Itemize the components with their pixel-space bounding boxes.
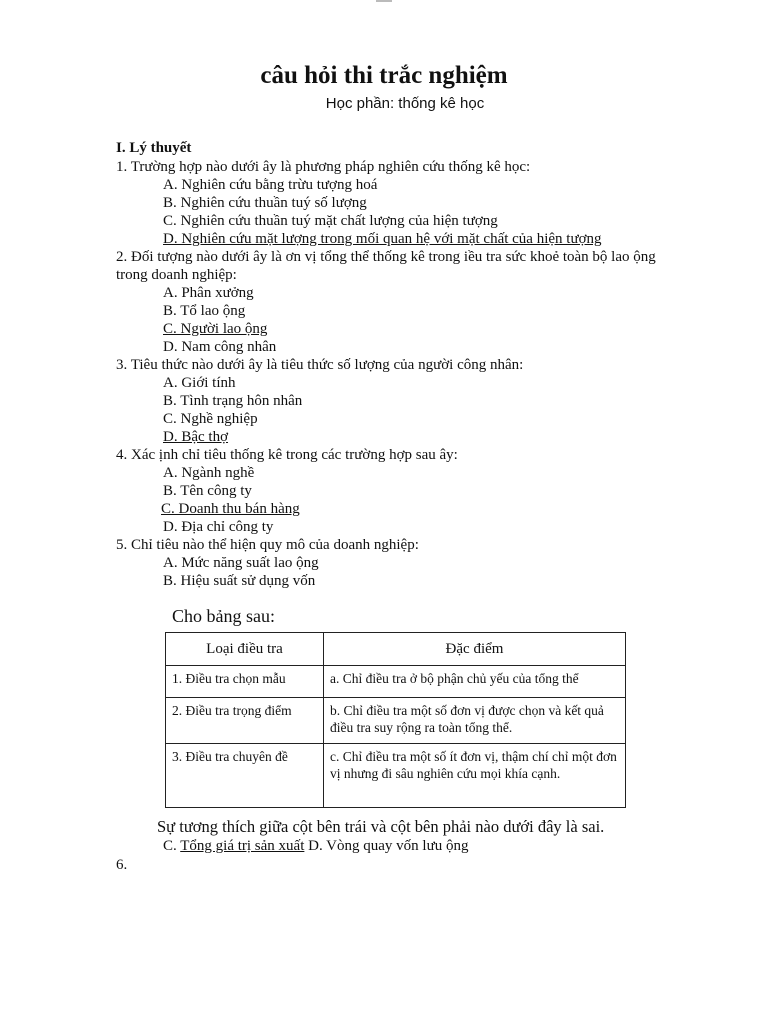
q1-option-c: C. Nghiên cứu thuần tuý mặt chất lượng của hiện tượng: [163, 213, 498, 229]
table-cell: 3. Điều tra chuyên đề: [166, 744, 324, 808]
q2-option-a: A. Phân xưởng: [163, 285, 254, 301]
question-6-number: 6.: [116, 857, 128, 873]
page-top-mark: [376, 0, 392, 2]
table-cell: 2. Điều tra trọng điểm: [166, 698, 324, 744]
question-4: 4. Xác ịnh chỉ tiêu thống kê trong các trường hợp sau ây:: [116, 447, 458, 463]
q1-option-a: A. Nghiên cứu bằng trừu tượng hoá: [163, 177, 378, 193]
q5-options-cd: [163, 838, 468, 855]
table-cell: c. Chỉ điều tra một số ít đơn vị, thậm chí chỉ một đơn vị nhưng đi sâu nghiên cứu mọi khía cạnh.: [324, 744, 626, 808]
q5-option-a: A. Mức năng suất lao ộng: [163, 555, 319, 571]
table-row: [166, 744, 626, 808]
page-title: câu hỏi thi trắc nghiệm: [260, 62, 508, 89]
table-cell: a. Chỉ điều tra ở bộ phận chủ yếu của tổng thể: [324, 666, 626, 698]
table-cell: b. Chỉ điều tra một số đơn vị được chọn và kết quả điều tra suy rộng ra toàn tổng thể.: [324, 698, 626, 744]
q5-option-d: D. Vòng quay vốn lưu ộng: [304, 838, 469, 854]
q4-option-a: A. Ngành nghề: [163, 465, 255, 481]
question-2-line-1: 2. Đối tượng nào dưới ây là ơn vị tổng thể thống kê trong iều tra sức khoẻ toàn bộ lao ộng: [116, 249, 656, 265]
page-subtitle: Học phần: thống kê học: [325, 95, 485, 112]
q5-option-c-prefix: C.: [163, 838, 181, 854]
q3-option-c: C. Nghề nghiệp: [163, 411, 258, 427]
table-header-type: Loại điều tra: [166, 633, 324, 666]
question-3: 3. Tiêu thức nào dưới ây là tiêu thức số lượng của người công nhân:: [116, 357, 524, 373]
q4-option-c-answer: C. Doanh thu bán hàng: [161, 501, 300, 517]
q5-option-c-answer: Tổng giá trị sản xuất: [180, 838, 305, 854]
table-row: [166, 666, 626, 698]
question-5: 5. Chỉ tiêu nào thể hiện quy mô của doanh nghiệp:: [116, 537, 419, 553]
table-note: Cho bảng sau:: [172, 606, 275, 626]
q3-option-b: B. Tình trạng hôn nhân: [163, 393, 303, 409]
q4-option-d: D. Địa chỉ công ty: [163, 519, 274, 535]
q1-option-b: B. Nghiên cứu thuần tuý số lượng: [163, 195, 367, 211]
question-2-line-2: trong doanh nghiệp:: [116, 267, 237, 283]
table-cell: 1. Điều tra chọn mẫu: [166, 666, 324, 698]
table-row: [166, 698, 626, 744]
q4-option-b: B. Tên công ty: [163, 483, 252, 499]
question-1: 1. Trường hợp nào dưới ây là phương pháp nghiên cứu thống kê học:: [116, 159, 531, 175]
q2-option-c-answer: C. Người lao ộng: [163, 321, 268, 337]
q5-option-b: B. Hiệu suất sử dụng vốn: [163, 573, 316, 589]
table-header-feature: Đặc điểm: [324, 633, 626, 666]
q2-option-b: B. Tổ lao ộng: [163, 303, 246, 319]
q1-option-d-answer: D. Nghiên cứu mặt lượng trong mối quan hệ với mặt chất của hiện tượng: [163, 231, 602, 247]
survey-type-table: [165, 632, 626, 808]
q3-option-d-answer: D. Bậc thợ: [163, 429, 229, 445]
q2-option-d: D. Nam công nhân: [163, 339, 277, 355]
q3-option-a: A. Giới tính: [163, 375, 236, 391]
section-heading: I. Lý thuyết: [116, 140, 192, 156]
matching-statement: Sự tương thích giữa cột bên trái và cột bên phải nào dưới đây là sai.: [157, 817, 605, 836]
table-header-row: [166, 633, 626, 666]
